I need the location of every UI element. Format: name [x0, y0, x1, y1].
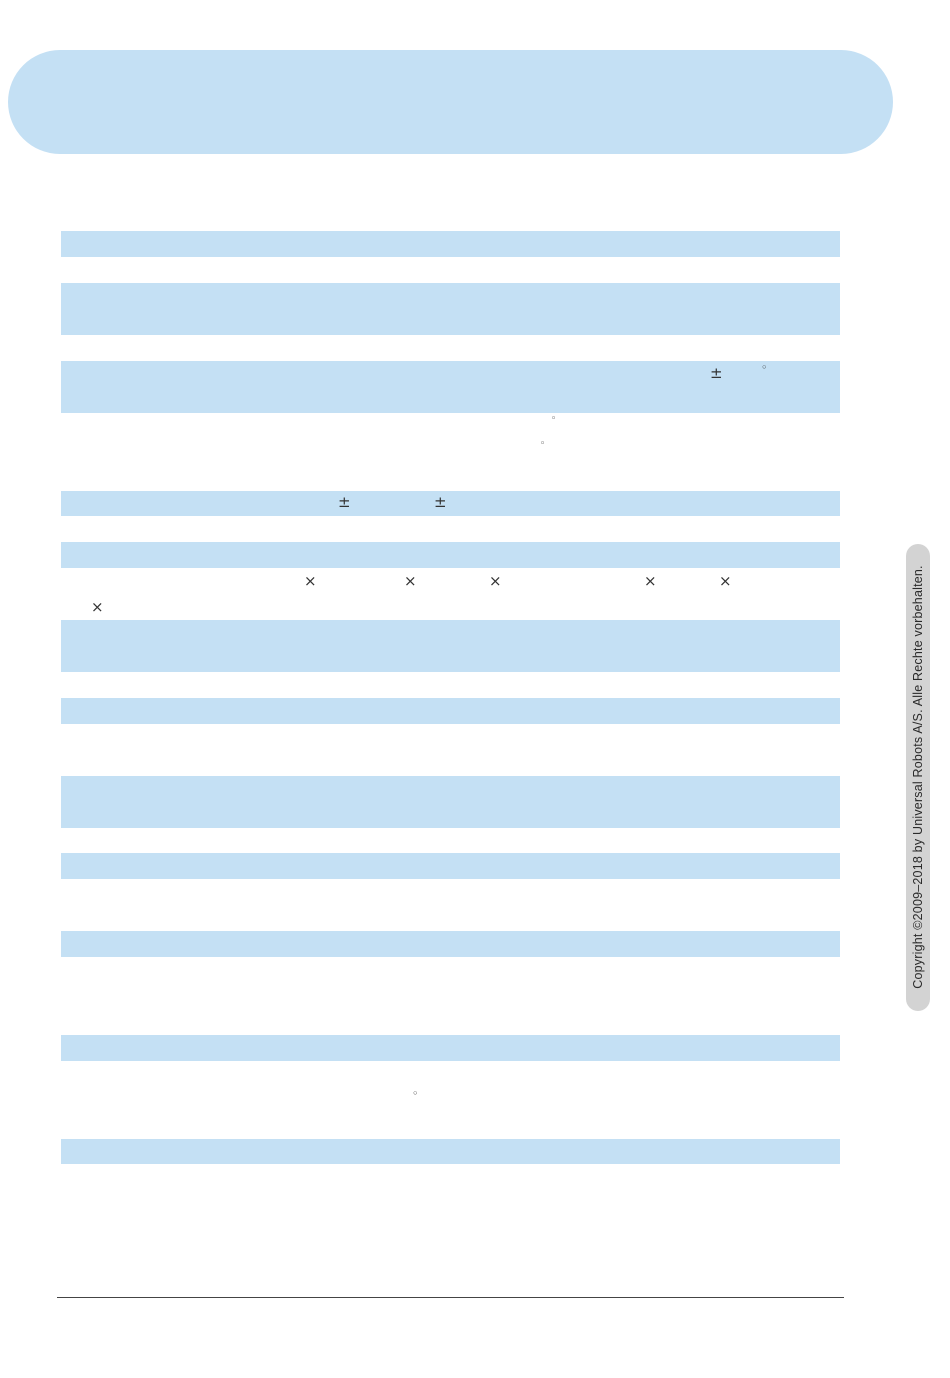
- spec-row-shaded: [61, 361, 840, 413]
- degree-symbol: ◦: [761, 361, 768, 374]
- spec-row-shaded: [61, 283, 840, 335]
- times-symbol: ×: [719, 572, 732, 590]
- spec-row-shaded: [61, 1139, 840, 1164]
- spec-row-shaded: [61, 491, 840, 516]
- spec-row-shaded: [61, 698, 840, 724]
- spec-row-shaded: [61, 620, 840, 672]
- times-symbol: ×: [304, 572, 317, 590]
- times-symbol: ×: [91, 598, 104, 616]
- spec-row-shaded: [61, 931, 840, 957]
- times-symbol: ×: [644, 572, 657, 590]
- times-symbol: ×: [489, 572, 502, 590]
- spec-row-shaded: [61, 542, 840, 568]
- plus-minus-symbol: ±: [434, 493, 447, 511]
- plus-minus-symbol: ±: [710, 364, 723, 382]
- plus-minus-symbol: ±: [338, 493, 351, 511]
- times-symbol: ×: [404, 572, 417, 590]
- spec-row-shaded: [61, 1035, 840, 1061]
- header-banner: [8, 50, 893, 154]
- spec-row-shaded: [61, 853, 840, 879]
- copyright-text: Copyright ©2009–2018 by Universal Robots A/S. Alle Rechte vorbehalten.: [911, 565, 925, 989]
- degree-symbol: ◦: [540, 439, 546, 449]
- degree-symbol: ◦: [412, 1087, 419, 1100]
- footer-rule: [57, 1297, 844, 1298]
- degree-symbol: ◦: [551, 414, 557, 424]
- spec-row-shaded: [61, 776, 840, 828]
- spec-row-shaded: [61, 231, 840, 257]
